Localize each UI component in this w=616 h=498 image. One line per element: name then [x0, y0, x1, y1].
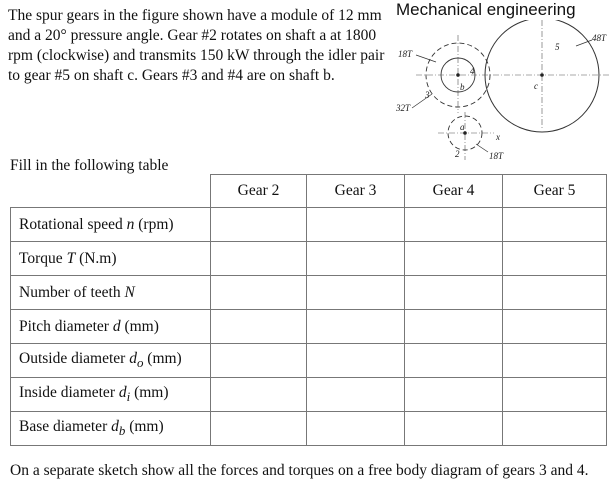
table-row	[11, 276, 607, 310]
table-cell[interactable]	[307, 378, 405, 412]
table-row	[11, 378, 607, 412]
table-cell[interactable]	[307, 310, 405, 344]
table-row	[11, 344, 607, 378]
table-title: Fill in the following table	[10, 157, 169, 174]
table-row	[11, 242, 607, 276]
row-label: Base diameter $d_b$ (mm)	[11, 412, 211, 446]
table-cell[interactable]	[503, 344, 607, 378]
col-header-gear2: Gear 2	[211, 175, 307, 208]
table-cell[interactable]	[211, 208, 307, 242]
table-cell[interactable]	[503, 412, 607, 446]
table-cell[interactable]	[405, 208, 503, 242]
table-row	[11, 412, 607, 446]
table-cell[interactable]	[503, 378, 607, 412]
label-shaft-c: c	[534, 81, 538, 91]
table-cell[interactable]	[405, 242, 503, 276]
table-cell[interactable]	[211, 310, 307, 344]
table-cell[interactable]	[211, 378, 307, 412]
table-cell[interactable]	[211, 242, 307, 276]
header-corner	[11, 175, 211, 208]
table-cell[interactable]	[405, 276, 503, 310]
label-18t-top: 18T	[398, 49, 413, 59]
label-gear3: 3	[425, 90, 430, 100]
table-cell[interactable]	[503, 276, 607, 310]
label-gear4: 4	[470, 66, 475, 76]
label-32t: 32T	[396, 103, 411, 113]
table-cell[interactable]	[211, 276, 307, 310]
gear-data-table	[10, 174, 607, 446]
table-row	[11, 310, 607, 344]
table-cell[interactable]	[307, 276, 405, 310]
table-cell[interactable]	[307, 242, 405, 276]
table-cell[interactable]	[307, 344, 405, 378]
subject-tag: Mechanical engineering	[396, 0, 576, 19]
problem-statement: The spur gears in the figure shown have a module of 12 mm and a 20° pressure angle. Gear #2 rotates on shaft a at 1800 rpm (clockwise) and transmits 150 kW through the idler pair to gear #5 on shaft c. Gears #3 and #4 are on shaft b.	[8, 7, 385, 84]
table-cell[interactable]	[405, 378, 503, 412]
table-cell[interactable]	[503, 310, 607, 344]
table-header-row	[11, 175, 607, 208]
row-label: Outside diameter $d_o$ (mm)	[11, 344, 211, 378]
table-cell[interactable]	[307, 208, 405, 242]
table-cell[interactable]	[405, 344, 503, 378]
gear-train-figure	[396, 20, 616, 180]
table-cell[interactable]	[405, 412, 503, 446]
footer-instruction: On a separate sketch show all the forces and torques on a free body diagram of gears 3 and 4.	[10, 462, 589, 479]
table-cell[interactable]	[211, 412, 307, 446]
row-label: Inside diameter $d_i$ (mm)	[11, 378, 211, 412]
table-cell[interactable]	[405, 310, 503, 344]
label-x: x	[496, 132, 500, 142]
label-gear2: 2	[455, 149, 460, 159]
label-48t: 48T	[592, 33, 607, 43]
row-label: Torque T (N.m)	[11, 242, 211, 276]
row-label: Rotational speed n (rpm)	[11, 208, 211, 242]
label-gear5: 5	[555, 42, 560, 52]
table-cell[interactable]	[503, 242, 607, 276]
row-label: Pitch diameter d (mm)	[11, 310, 211, 344]
col-header-gear4: Gear 4	[405, 175, 503, 208]
row-label: Number of teeth N	[11, 276, 211, 310]
label-shaft-b: b	[460, 82, 465, 92]
col-header-gear5: Gear 5	[503, 175, 607, 208]
table-row	[11, 208, 607, 242]
table-cell[interactable]	[503, 208, 607, 242]
label-shaft-a: a	[460, 122, 465, 132]
table-cell[interactable]	[211, 344, 307, 378]
col-header-gear3: Gear 3	[307, 175, 405, 208]
label-18t-bottom: 18T	[489, 151, 504, 161]
table-cell[interactable]	[307, 412, 405, 446]
